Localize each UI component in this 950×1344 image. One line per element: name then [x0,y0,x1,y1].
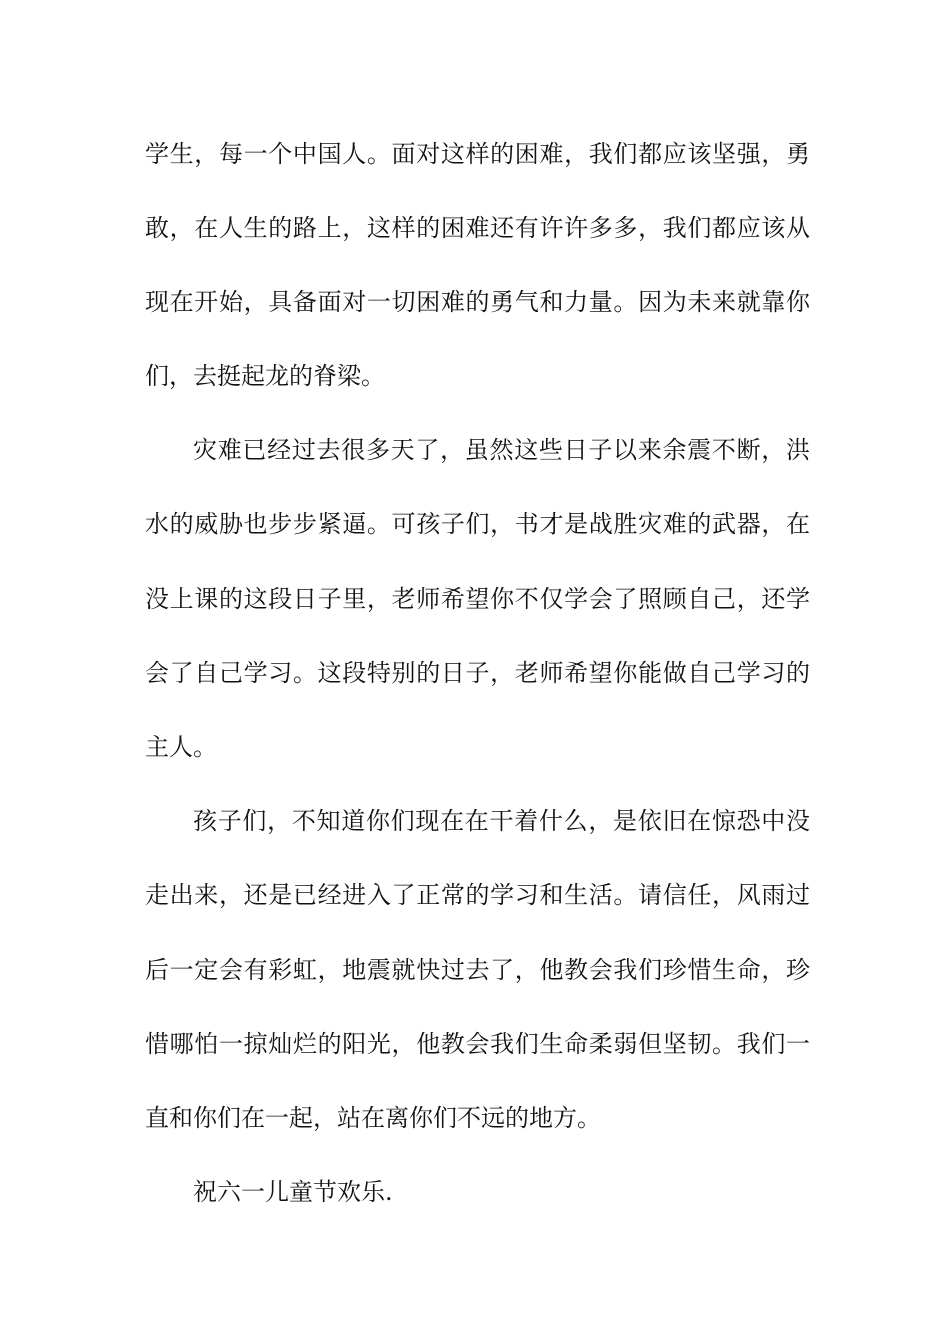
paragraph-2-line-5: 主人。 [145,733,217,761]
paragraph-3-line-1: 孩子们，不知道你们现在在干着什么，是依旧在惊恐中没 [193,807,810,835]
paragraph-1-line-2: 敢，在人生的路上，这样的困难还有许许多多，我们都应该从 [145,214,810,242]
paragraph-1-line-1: 学生，每一个中国人。面对这样的困难，我们都应该坚强，勇 [145,140,810,168]
paragraph-3-line-2: 走出来，还是已经进入了正常的学习和生活。请信任，风雨过 [145,881,810,909]
paragraph-3-line-5: 直和你们在一起，站在离你们不远的地方。 [145,1104,601,1132]
paragraph-4-line-1: 祝六一儿童节欢乐. [193,1178,393,1206]
paragraph-1-line-3: 现在开始，具备面对一切困难的勇气和力量。因为未来就靠你 [145,288,810,316]
paragraph-2-line-1: 灾难已经过去很多天了，虽然这些日子以来余震不断，洪 [193,436,810,464]
paragraph-1-line-4: 们，去挺起龙的脊梁。 [145,362,385,390]
paragraph-2-line-4: 会了自己学习。这段特别的日子，老师希望你能做自己学习的 [145,659,810,687]
paragraph-2-line-2: 水的威胁也步步紧逼。可孩子们，书才是战胜灾难的武器，在 [145,510,810,538]
paragraph-3-line-4: 惜哪怕一掠灿烂的阳光，他教会我们生命柔弱但坚韧。我们一 [145,1030,810,1058]
paragraph-2-line-3: 没上课的这段日子里，老师希望你不仅学会了照顾自己，还学 [145,585,810,613]
paragraph-3-line-3: 后一定会有彩虹，地震就快过去了，他教会我们珍惜生命，珍 [145,956,810,984]
